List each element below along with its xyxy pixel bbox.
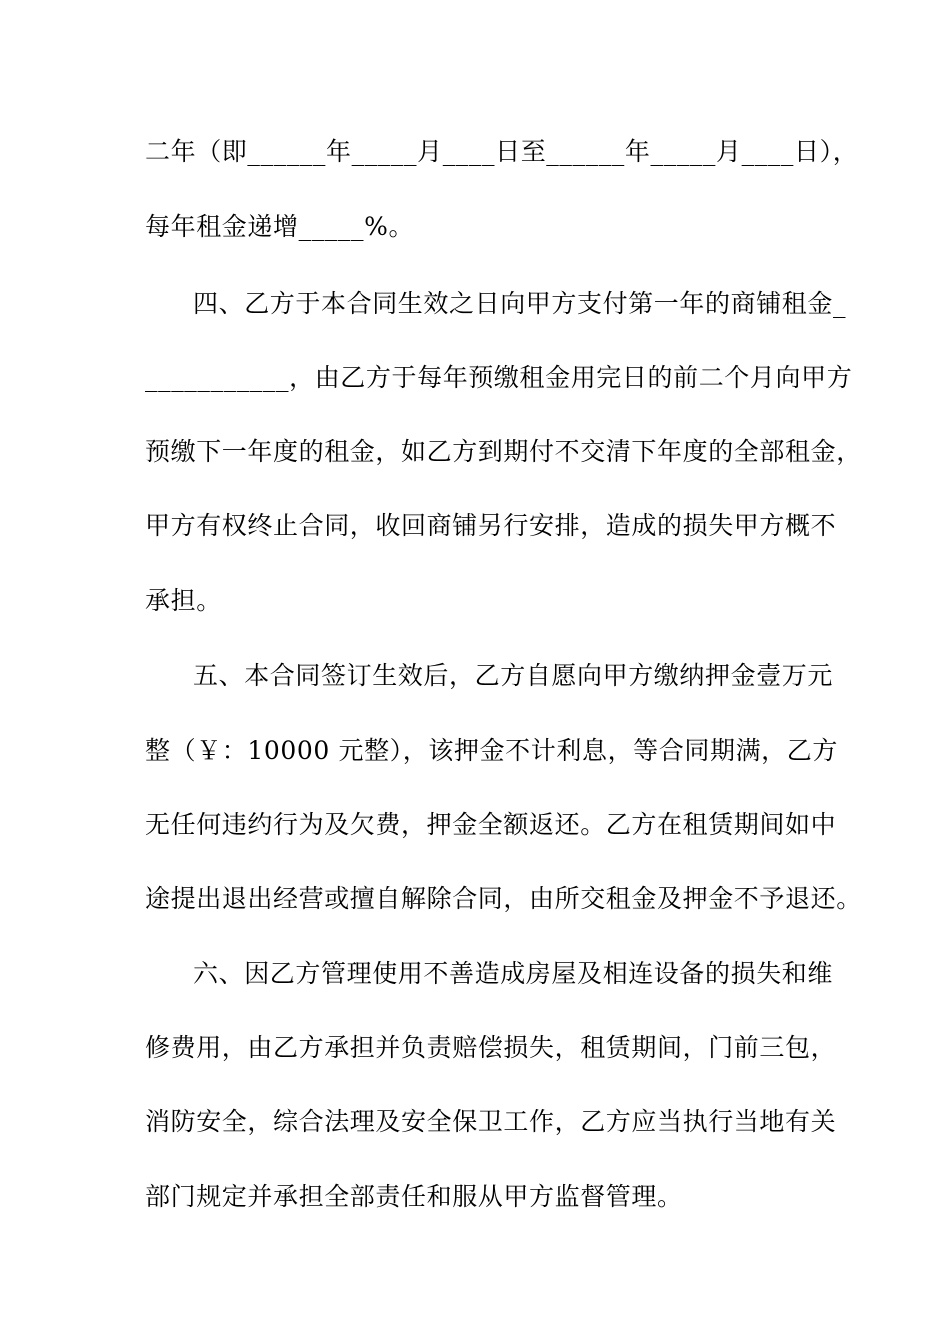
text-line: 甲方有权终止合同，收回商铺另行安排，造成的损失甲方概不 <box>145 511 837 540</box>
paragraph-4-first-line: 四、乙方于本合同生效之日向甲方支付第一年的商铺租金_ <box>193 289 847 318</box>
text-line: 二年（即______年_____月____日至______年_____月____日）， <box>145 137 859 166</box>
paragraph-5-first-line: 五、本合同签订生效后，乙方自愿向甲方缴纳押金壹万元 <box>193 661 834 690</box>
text-line: 无任何违约行为及欠费，押金全额返还。乙方在租赁期间如中 <box>145 810 837 839</box>
text-line: 承担。 <box>145 586 222 615</box>
text-line: 消防安全，综合法理及安全保卫工作，乙方应当执行当地有关 <box>145 1107 837 1136</box>
text-line: ___________，由乙方于每年预缴租金用完日的前二个月向甲方 <box>145 363 853 392</box>
text-line: 预缴下一年度的租金，如乙方到期付不交清下年度的全部租金， <box>145 437 862 466</box>
paragraph-6-first-line: 六、因乙方管理使用不善造成房屋及相连设备的损失和维 <box>193 959 834 988</box>
text-line: 每年租金递增_____%。 <box>145 212 415 241</box>
text-line: 途提出退出经营或擅自解除合同，由所交租金及押金不予退还。 <box>145 884 862 913</box>
text-line: 整（￥：10000 元整），该押金不计利息，等合同期满，乙方 <box>145 736 838 765</box>
text-line: 修费用，由乙方承担并负责赔偿损失，租赁期间，门前三包， <box>145 1033 837 1062</box>
text-line: 部门规定并承担全部责任和服从甲方监督管理。 <box>145 1182 683 1211</box>
